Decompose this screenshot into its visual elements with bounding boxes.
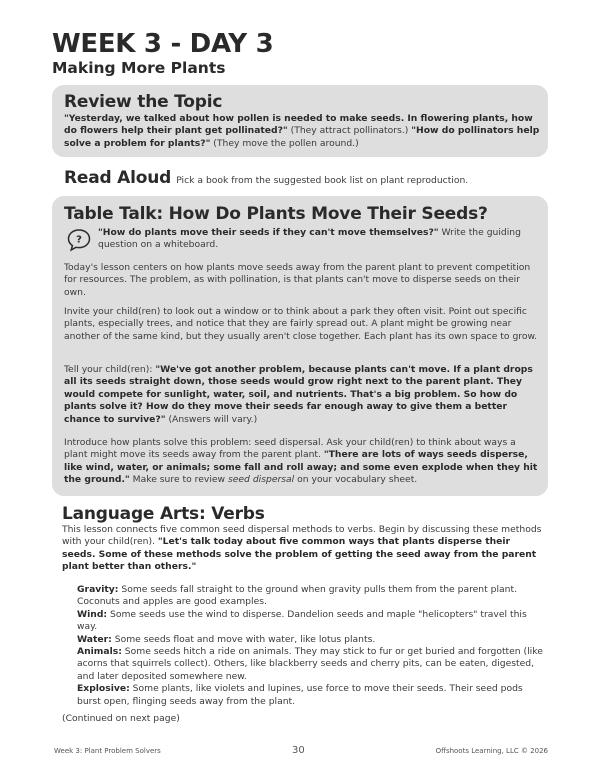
continued-note: (Continued on next page) [62,713,180,724]
table-talk-paragraph-1: Today's lesson centers on how plants move seeds away from the parent plant to prevent competition for resources. The problem, as with pollination, is that plants can't move to disperse seeds on their own. [64,262,531,298]
page-title: WEEK 3 - DAY 3 [52,29,274,59]
svg-text:?: ? [76,234,82,246]
p4-term: seed dispersal [227,474,295,486]
dispersal-methods-list [77,584,543,708]
page-subtitle: Making More Plants [52,59,226,77]
guiding-question-text: "How do plants move their seeds if they can't move themselves?" [98,227,439,238]
p4-quote: "There are lots of ways seeds disperse, like wind, water, or animals; some fall and roll away; and some even explode when they hit the ground." [64,449,538,486]
review-answer-1: (They attract pollinators.) [287,125,412,137]
page-number: 30 [292,745,305,756]
table-talk-paragraph-4 [64,437,542,487]
p3-quote: "We've got another problem, because plants can't move. If a plant drops all its seeds straight down, those seeds would grow right next to the parent plant. They would compete for sunlight, water, soil, and nutrients. That's a big problem. So how do plants solve it? How do they move their seeds far enough away to give them a better chance to survive?" [64,364,533,425]
method-text: Some seeds use the wind to disperse. Dandelion seeds and maple "helicopters" travel this way. [77,608,527,633]
p4-tail-1: Make sure to review [129,474,228,486]
read-aloud-section [64,168,544,188]
method-text: Some seeds hitch a ride on animals. They may stick to fur or get buried and forgotten (like acorns that squirrels collect). Others, like blackberry seeds and cherry pits, can be eaten, digested, and later deposited somewhere new. [77,646,543,682]
p4-tail-2: on your vocabulary sheet. [294,474,418,486]
read-aloud-text: Pick a book from the suggested book list on plant reproduction. [176,175,469,186]
review-title: Review the Topic [64,92,223,112]
list-item [77,584,543,609]
table-talk-paragraph-3 [64,364,542,426]
list-item [77,609,543,634]
review-question-1: "Yesterday, we talked about how pollen is needed to make seeds. In flowering plants, how do flowers help their plant get pollinated?" [64,113,533,137]
read-aloud-title: Read Aloud [64,168,172,188]
footer-left: Week 3: Plant Problem Solvers [54,747,161,755]
method-text: Some seeds float and move with water, like lotus plants. [111,633,376,645]
review-answer-2: (They move the pollen around.) [210,137,359,149]
review-question-2: "How do pollinators help solve a problem for plants?" [64,125,540,149]
method-term: Wind: [77,608,108,620]
p3-note: (Answers will vary.) [165,413,258,425]
p4-lead: Introduce how plants solve this problem: seed dispersal. Ask your child(ren) to think about ways a plant might move its seeds away from the parent plant. [64,437,516,461]
method-term: Explosive: [77,683,130,695]
review-text [64,113,542,150]
method-text: Some plants, like violets and lupines, use force to move their seeds. Their seed pods burst open, flinging seeds away from the plant. [77,683,523,707]
list-item [77,646,543,683]
guiding-question [98,227,540,252]
guiding-question-note: Write the guiding question on a whiteboard. [98,227,521,251]
method-term: Water: [77,633,112,645]
table-talk-title: Table Talk: How Do Plants Move Their Seeds? [64,204,488,224]
p3-lead: Tell your child(ren): [64,364,156,375]
list-item [77,683,543,708]
footer-right: Offshoots Learning, LLC © 2026 [435,747,548,755]
speech-bubble-question-icon [66,227,92,253]
language-arts-intro [62,524,544,574]
language-arts-intro-quote: "Let's talk today about five common ways that plants disperse their seeds. Some of these methods solve the problem of getting the seed away from the parent plant better than others." [62,536,537,573]
method-term: Gravity: [77,584,119,595]
method-term: Animals: [77,646,122,658]
table-talk-paragraph-2: Invite your child(ren) to look out a window or to think about a park they often visit. Point out specific plants, especially trees, and notice that they are fairly spread out. A plant might be growing near another of the same kind, but they usually aren't close together. Each plant has its own space to grow. [64,306,538,342]
language-arts-intro-lead: This lesson connects five common seed dispersal methods to verbs. Begin by discussing these methods with your child(ren). [62,524,542,548]
language-arts-title: Language Arts: Verbs [62,504,265,524]
method-text: Some seeds fall straight to the ground when gravity pulls them from the parent plant. Coconuts and apples are good examples. [77,584,518,608]
list-item [77,634,543,646]
